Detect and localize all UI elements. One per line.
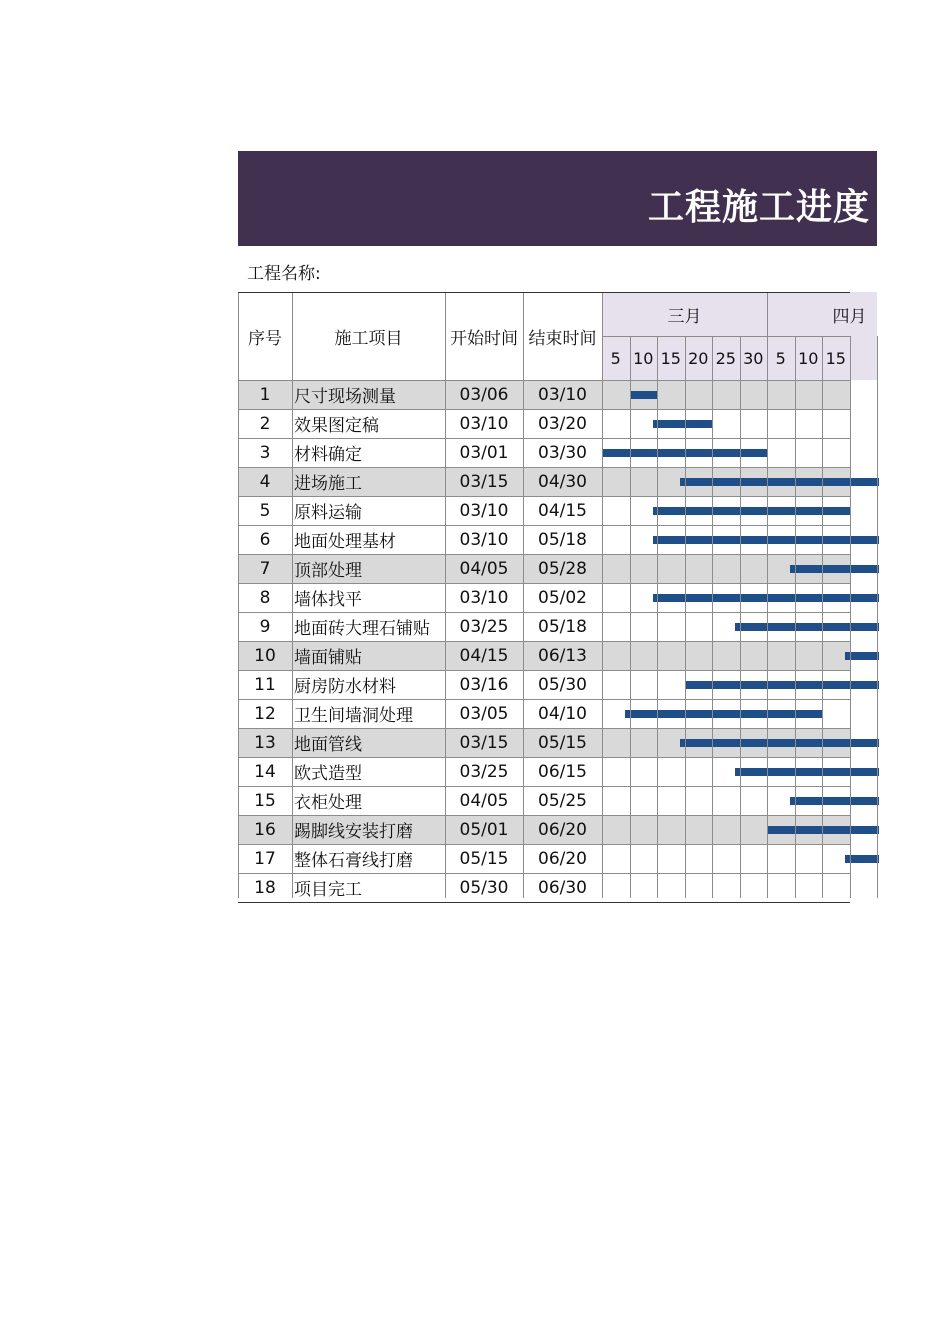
- row-end: 03/30: [538, 442, 587, 463]
- grid-line: [238, 525, 850, 526]
- row-item: 顶部处理: [294, 561, 362, 581]
- grid-line: [523, 292, 524, 898]
- day-header: 10: [798, 348, 819, 368]
- row-index: 10: [254, 645, 276, 666]
- row-end: 06/30: [538, 877, 587, 898]
- row-index: 13: [254, 732, 276, 753]
- row-start: 03/10: [459, 587, 509, 608]
- row-index: 16: [254, 819, 276, 840]
- grid-line: [238, 380, 850, 381]
- row-start: 05/01: [459, 819, 509, 840]
- row-index: 18: [254, 877, 276, 898]
- row-index: 9: [259, 616, 271, 637]
- row-index: 7: [259, 558, 271, 579]
- row-start: 03/05: [459, 703, 509, 724]
- grid-line: [238, 757, 850, 758]
- grid-line: [795, 336, 796, 898]
- month-header: 三月: [667, 306, 702, 327]
- row-item: 尺寸现场测量: [294, 387, 396, 407]
- gantt-bar: [735, 768, 879, 776]
- gantt-bar: [631, 391, 659, 399]
- day-header: 5: [775, 348, 786, 368]
- row-index: 14: [254, 761, 276, 782]
- grid-line: [767, 292, 768, 336]
- header-item: 施工项目: [334, 328, 403, 349]
- day-header: 30: [743, 348, 764, 368]
- row-end: 03/10: [538, 384, 587, 405]
- day-header: 25: [715, 348, 736, 368]
- header-start: 开始时间: [450, 328, 518, 349]
- gantt-bar: [790, 565, 879, 573]
- row-start: 03/25: [459, 616, 509, 637]
- grid-line: [685, 336, 686, 898]
- row-end: 05/18: [538, 529, 587, 550]
- grid-line: [238, 902, 850, 903]
- row-item: 地面砖大理石铺贴: [294, 619, 430, 639]
- row-end: 04/30: [538, 471, 587, 492]
- row-item: 原料运输: [294, 503, 362, 523]
- row-end: 06/20: [538, 848, 587, 869]
- grid-line: [238, 496, 850, 497]
- day-header: 10: [633, 348, 654, 368]
- grid-line: [445, 292, 446, 898]
- gantt-bar: [653, 507, 851, 515]
- row-item: 衣柜处理: [294, 793, 362, 813]
- row-item: 厨房防水材料: [294, 677, 396, 697]
- row-start: 03/15: [459, 471, 509, 492]
- row-end: 04/15: [538, 500, 587, 521]
- page-title: 工程施工进度: [648, 187, 871, 228]
- header-end: 结束时间: [528, 328, 597, 349]
- grid-line: [238, 873, 850, 874]
- row-item: 效果图定稿: [294, 416, 379, 436]
- row-start: 03/10: [459, 500, 509, 521]
- day-header: 20: [688, 348, 709, 368]
- row-end: 03/20: [538, 413, 587, 434]
- row-index: 17: [254, 848, 276, 869]
- gantt-bar: [603, 449, 768, 457]
- grid-line: [630, 336, 631, 898]
- row-end: 06/15: [538, 761, 587, 782]
- row-item: 卫生间墙洞处理: [294, 706, 413, 726]
- gantt-bar: [653, 594, 880, 602]
- row-end: 06/13: [538, 645, 587, 666]
- grid-line: [602, 336, 850, 337]
- row-index: 1: [259, 384, 271, 405]
- row-item: 欧式造型: [294, 764, 362, 784]
- row-index: 12: [254, 703, 276, 724]
- grid-line: [238, 670, 850, 671]
- grid-line: [238, 292, 239, 898]
- grid-line: [877, 336, 878, 898]
- gantt-bar: [625, 710, 823, 718]
- grid-line: [292, 292, 293, 898]
- row-start: 03/10: [459, 529, 509, 550]
- row-index: 8: [259, 587, 271, 608]
- grid-line: [238, 612, 850, 613]
- row-start: 03/06: [459, 384, 509, 405]
- grid-line: [238, 409, 850, 410]
- grid-line: [238, 786, 850, 787]
- row-item: 整体石膏线打磨: [294, 851, 413, 871]
- row-end: 05/25: [538, 790, 587, 811]
- row-index: 4: [259, 471, 271, 492]
- grid-line: [238, 815, 850, 816]
- row-index: 15: [254, 790, 276, 811]
- row-start: 04/05: [459, 558, 509, 579]
- row-start: 04/15: [459, 645, 509, 666]
- grid-line: [238, 641, 850, 642]
- day-header: 15: [825, 348, 846, 368]
- row-start: 05/15: [459, 848, 509, 869]
- gantt-table: [238, 292, 867, 900]
- row-item: 地面管线: [294, 735, 362, 755]
- row-end: 05/02: [538, 587, 587, 608]
- row-index: 6: [259, 529, 271, 550]
- row-item: 墙体找平: [294, 590, 362, 610]
- grid-line: [238, 699, 850, 700]
- gantt-bar: [653, 536, 880, 544]
- grid-line: [238, 554, 850, 555]
- grid-line: [712, 336, 713, 898]
- row-start: 03/16: [459, 674, 509, 695]
- row-start: 04/05: [459, 790, 509, 811]
- row-start: 03/10: [459, 413, 509, 434]
- grid-line: [767, 336, 768, 898]
- row-end: 06/20: [538, 819, 587, 840]
- gantt-bar: [653, 420, 714, 428]
- gantt-bar: [790, 797, 879, 805]
- title-banner: [238, 151, 877, 246]
- row-index: 5: [259, 500, 271, 521]
- day-header: 15: [660, 348, 681, 368]
- row-item: 材料确定: [294, 445, 362, 465]
- grid-line: [238, 438, 850, 439]
- grid-line: [657, 336, 658, 898]
- grid-line: [238, 728, 850, 729]
- grid-line: [850, 336, 851, 898]
- grid-line: [822, 336, 823, 898]
- row-start: 03/25: [459, 761, 509, 782]
- row-end: 04/10: [538, 703, 587, 724]
- grid-line: [602, 292, 603, 898]
- row-item: 墙面铺贴: [294, 648, 362, 668]
- row-end: 05/18: [538, 616, 587, 637]
- row-start: 03/15: [459, 732, 509, 753]
- row-item: 项目完工: [294, 880, 362, 900]
- project-name-label: 工程名称:: [247, 264, 321, 284]
- row-end: 05/28: [538, 558, 587, 579]
- day-header: 5: [610, 348, 621, 368]
- gantt-bar: [768, 826, 879, 834]
- grid-line: [740, 336, 741, 898]
- row-index: 2: [259, 413, 271, 434]
- row-start: 05/30: [459, 877, 509, 898]
- row-item: 踢脚线安装打磨: [294, 822, 413, 842]
- row-end: 05/15: [538, 732, 587, 753]
- row-start: 03/01: [459, 442, 509, 463]
- row-index: 3: [259, 442, 271, 463]
- grid-line: [238, 292, 850, 293]
- row-item: 地面处理基材: [294, 532, 396, 552]
- header-index: 序号: [248, 328, 282, 349]
- grid-line: [238, 467, 850, 468]
- grid-line: [238, 844, 850, 845]
- row-index: 11: [254, 674, 276, 695]
- row-item: 进场施工: [294, 474, 362, 494]
- grid-line: [238, 583, 850, 584]
- row-end: 05/30: [538, 674, 587, 695]
- month-header: 四月: [832, 306, 867, 327]
- gantt-bar: [735, 623, 879, 631]
